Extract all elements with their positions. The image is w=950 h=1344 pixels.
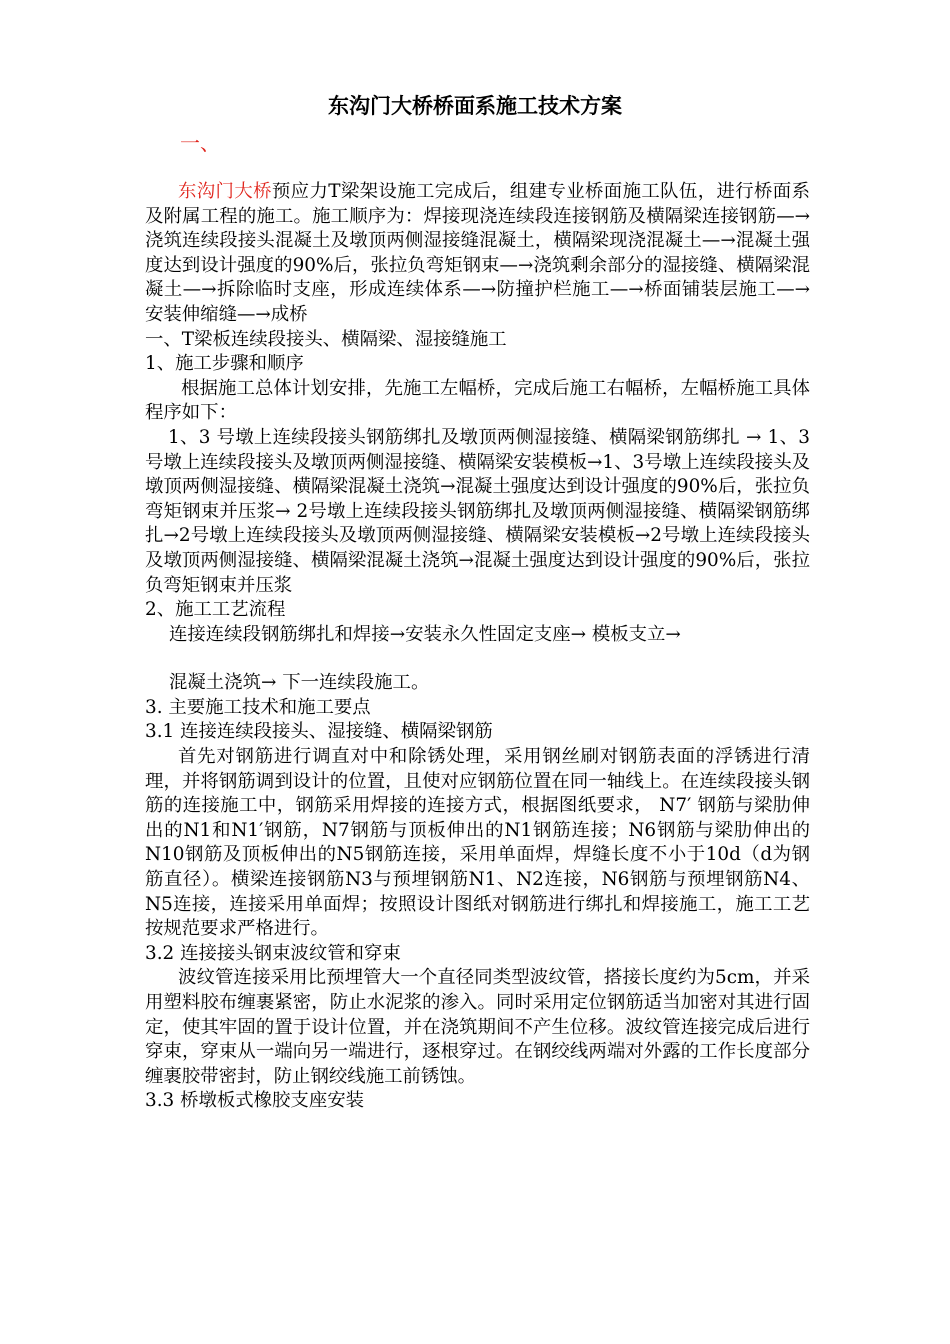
paragraph-3-1: 首先对钢筋进行调直对中和除锈处理，采用钢丝刷对钢筋表面的浮锈进行清理，并将钢筋调到设计的位置，且使对应钢筋位置在同一轴线上。在连续段接头钢筋的连接施工中，钢筋采用焊接的连接方式，根据图纸要求， N7′ 钢筋与梁肋伸出的N1和N1′钢筋，N7钢筋与顶板伸出的N1钢筋连接；N6钢筋与梁肋伸出的N10钢筋及顶板伸出的N5钢筋连接，采用单面焊，焊缝长度不小于10d（d为钢筋直径）。横梁连接钢筋N3与预埋钢筋N1、N2连接，N6钢筋与预埋钢筋N4、N5连接，连接采用单面焊；按照设计图纸对钢筋进行绑扎和焊接施工，施工工艺按规范要求严格进行。: [145, 746, 810, 940]
heading-1-2: 2、施工工艺流程: [145, 599, 286, 621]
heading-3: 3. 主要施工技术和施工要点: [145, 696, 371, 718]
flow-line-1: 连接连续段钢筋绑扎和焊接→安装永久性固定支座→ 模板支立→: [169, 623, 681, 645]
document-body: [145, 180, 810, 1114]
heading-1: 一、T梁板连续段接头、横隔梁、湿接缝施工: [145, 328, 507, 350]
paragraph-steps: 根据施工总体计划安排，先施工左幅桥，完成后施工右幅桥，左幅桥施工具体程序如下：: [145, 377, 810, 424]
heading-3-3: 3.3 桥墩板式橡胶支座安装: [145, 1090, 364, 1112]
heading-1-1: 1、施工步骤和顺序: [145, 353, 304, 375]
spacer: [145, 647, 810, 671]
paragraph-3-2: 波纹管连接采用比预埋管大一个直径同类型波纹管，搭接长度约为5cm，并采用塑料胶布缠裹紧密，防止水泥浆的渗入。同时采用定位钢筋适当加密对其进行固定，使其牢固的置于设计位置，并在浇筑期间不产生位移。波纹管连接完成后进行穿束，穿束从一端向另一端进行，逐根穿过。在钢绞线两端对外露的工作长度部分缠裹胶带密封，防止钢绞线施工前锈蚀。: [145, 967, 810, 1087]
heading-3-2: 3.2 连接接头钢束波纹管和穿束: [145, 942, 401, 964]
flow-line-2: 混凝土浇筑→ 下一连续段施工。: [169, 672, 430, 694]
heading-3-1: 3.1 连接连续段接头、湿接缝、横隔梁钢筋: [145, 721, 493, 743]
bridge-name-highlight: 东沟门大桥: [178, 181, 272, 202]
section-marker: 一、: [180, 131, 220, 155]
paragraph-procedure: 1、3 号墩上连续段接头钢筋绑扎及墩顶两侧湿接缝、横隔梁钢筋绑扎 → 1、3 号墩上连续段接头及墩顶两侧湿接缝、横隔梁安装模板→1、3号墩上连续段接头及墩顶两侧湿接缝、横隔梁混凝土浇筑→混凝土强度达到设计强度的90%后，张拉负弯矩钢束并压浆→ 2号墩上连续段接头钢筋绑扎及墩顶两侧湿接缝、横隔梁钢筋绑扎→2号墩上连续段接头及墩顶两侧湿接缝、横隔梁安装模板→2号墩上连续段接头及墩顶两侧湿接缝、横隔梁混凝土浇筑→混凝土强度达到设计强度的90%后，张拉负弯矩钢束并压浆: [145, 426, 810, 596]
intro-paragraph: [145, 180, 810, 328]
document-title: 东沟门大桥桥面系施工技术方案: [328, 94, 622, 118]
intro-text: 预应力T梁架设施工完成后，组建专业桥面施工队伍，进行桥面系及附属工程的施工。施工顺序为：焊接现浇连续段连接钢筋及横隔梁连接钢筋—→浇筑连续段接头混凝土及墩顶两侧湿接缝混凝土，横隔梁现浇混凝土—→混凝土强度达到设计强度的90%后，张拉负弯矩钢束—→浇筑剩余部分的湿接缝、横隔梁混凝土—→拆除临时支座，形成连续体系—→防撞护栏施工—→桥面铺装层施工—→安装伸缩缝—→成桥: [145, 181, 810, 325]
